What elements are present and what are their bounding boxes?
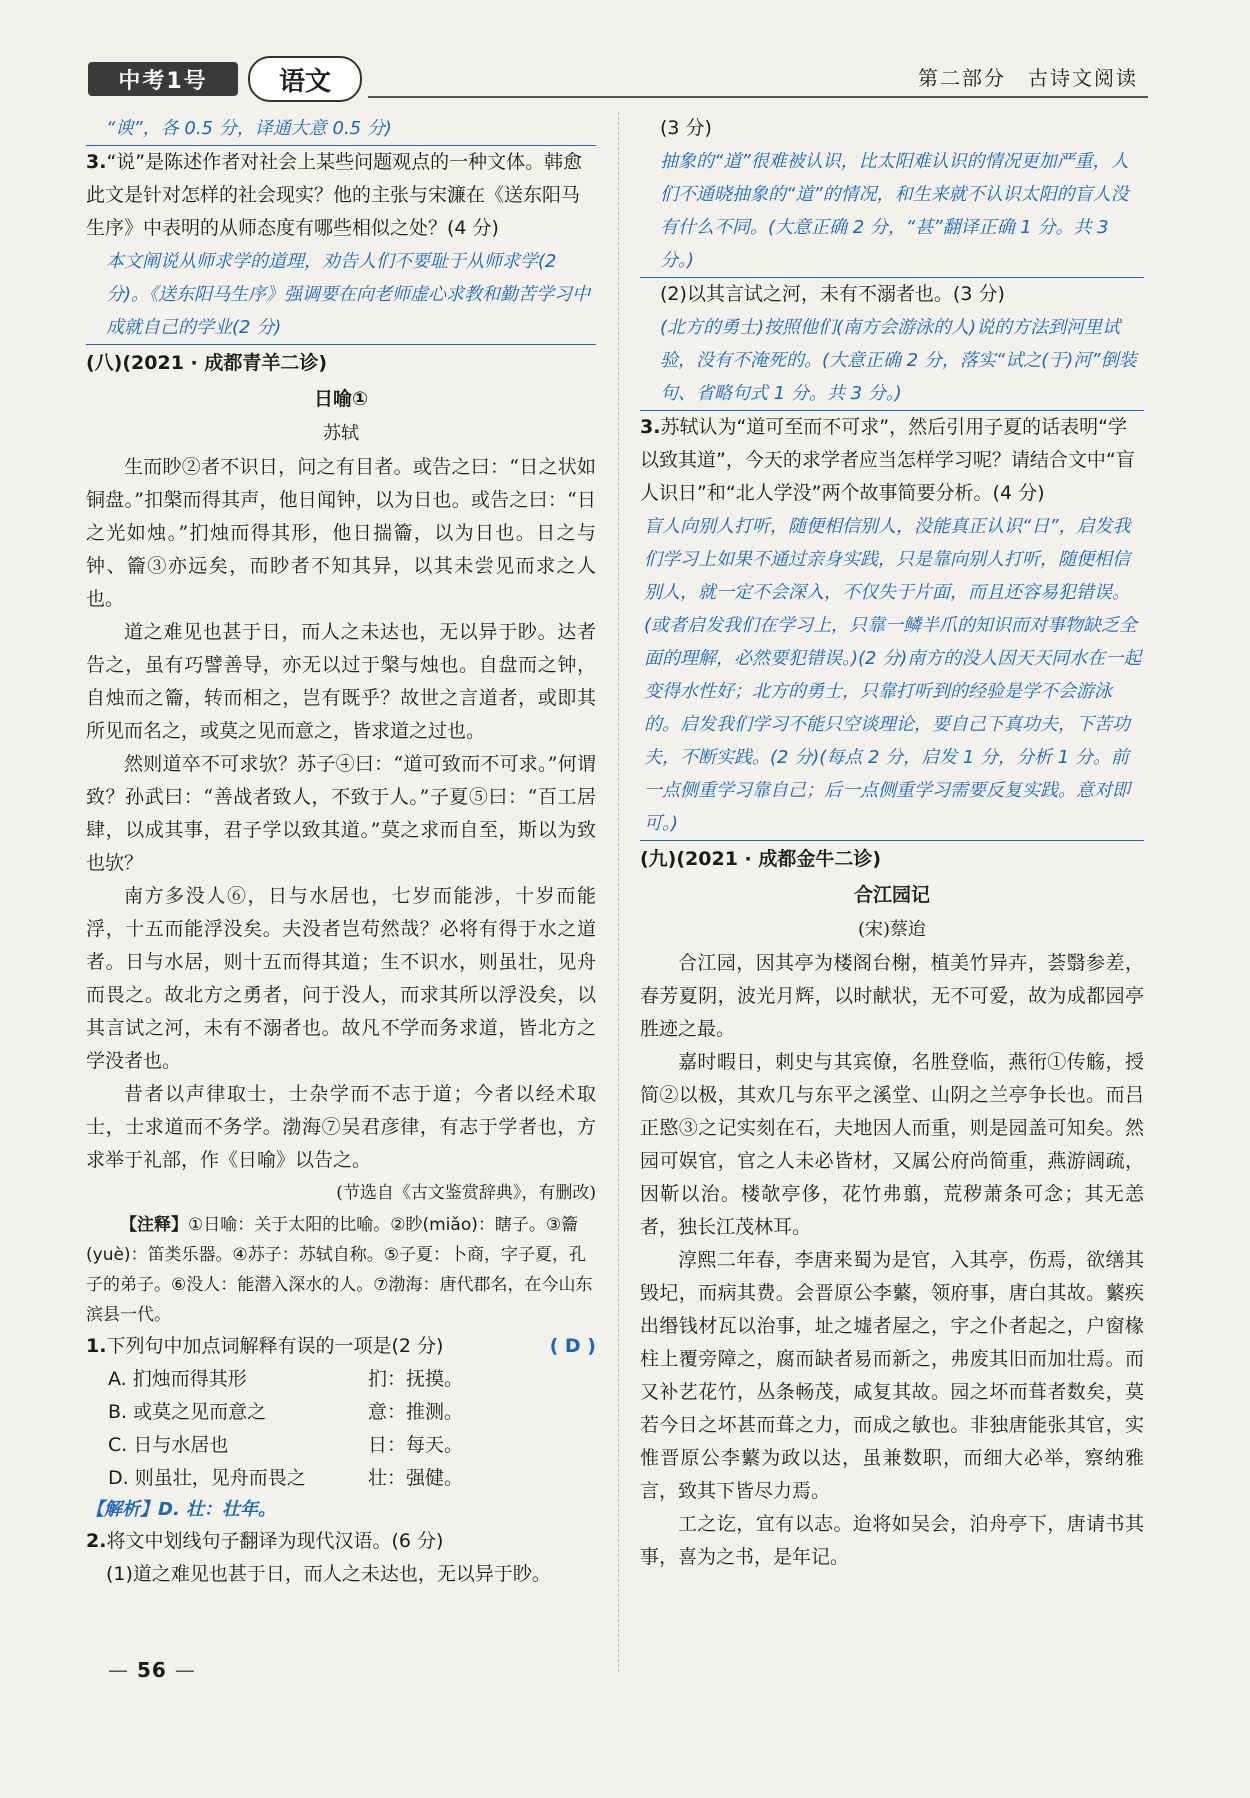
question-number: 3. (86, 151, 107, 173)
question-2-sub-2: (2)以其言试之河，未有不溺者也。(3 分) (660, 283, 1005, 305)
brand-logo: 中考1号 (88, 62, 238, 96)
option-row (86, 1363, 596, 1396)
option-explanation: 壮：强健。 (368, 1467, 464, 1489)
section-9-label: (九)(2021 · 成都金牛二诊) (640, 848, 882, 870)
question-number: 3. (640, 416, 661, 438)
annotation-label: 【注释】 (120, 1215, 188, 1235)
question-text: 将文中划线句子翻译为现代汉语。(6 分) (106, 1530, 444, 1552)
left-answer-3: 本文阐说从师求学的道理，劝告人们不要耻于从师求学(2 分)。《送东阳马生序》强调要在向老师虚心求教和勤苦学习中成就自己的学业(2 分) (86, 245, 596, 345)
option-label: D. 则虽壮，见舟而畏之 (108, 1467, 306, 1489)
question-text: “说”是陈述作者对社会上某些问题观点的一种文体。韩愈此文是针对怎样的社会现实？他的主张与宋濂在《送东阳马生序》中表明的从师态度有哪些相似之处？(4 分) (86, 151, 583, 239)
option-label: C. 日与水居也 (108, 1434, 229, 1456)
section-8-para: 生而眇②者不识日，问之有目者。或告之曰：“日之状如铜盘。”扣槃而得其声，他日闻钟，以为日也。或告之曰：“日之光如烛。”扪烛而得其形，他日揣籥，以为日也。日之与钟、籥③亦远矣，而眇者不知其异，以其未尝见而求之人也。 (86, 456, 596, 610)
section-9-para: 合江园，因其亭为楼阁台榭，植美竹异卉，荟翳参差，春芳夏阴，波光月辉，以时献状，无不可爱，故为成都园亭胜迹之最。 (640, 952, 1144, 1040)
page-header (88, 52, 1148, 102)
top-answer: “谀”，各 0.5 分，译通大意 0.5 分) (86, 112, 596, 146)
answer-choice: ( D ) (549, 1335, 596, 1357)
section-8-para: 然则道卒不可求欤？苏子④曰：“道可致而不可求。”何谓致？孙武曰：“善战者致人，不致于人。”子夏⑤曰：“百工居肆，以成其事，君子学以致其道。”莫之求而自至，斯以为致也欤？ (86, 753, 596, 874)
option-explanation: 意：推测。 (368, 1401, 464, 1423)
question-number: 2. (86, 1530, 107, 1552)
score-label: (3 分) (660, 117, 712, 139)
question-number: 1. (86, 1335, 107, 1357)
option-row (86, 1462, 596, 1495)
section-8-title: 日喻① (313, 388, 369, 410)
left-question-2 (86, 1525, 596, 1558)
right-question-3 (640, 411, 1144, 510)
header-rule (368, 96, 1148, 98)
section-8-para: 南方多没人⑥，日与水居也，七岁而能涉，十岁而能浮，十五而能浮没矣。夫没者岂苟然哉？必将有得于水之道者。日与水居，则十五而得其道；生不识水，则虽壮，见舟而畏之。故北方之勇者，问于没人，而求其所以浮没矣，以其言试之河，未有不溺者也。故凡不学而务求道，皆北方之学没者也。 (86, 885, 596, 1072)
option-row (86, 1429, 596, 1462)
left-question-3 (86, 146, 596, 245)
question-text: 苏轼认为“道可至而不可求”，然后引用子夏的话表明“学以致其道”，今天的求学者应当怎样学习呢？请结合文中“盲人识日”和“北人学没”两个故事简要分析。(4 分) (640, 416, 1135, 504)
section-9-para: 淳熙二年春，李唐来蜀为是官，入其亭，伤焉，欲缮其毁圮，而病其费。会晋原公李蘩，领府事，唐白其故。蘩疾出缗钱材瓦以治事，址之墟者屋之，宇之仆者起之，户窗椽柱上覆旁障之，腐而缺者易而新之，弗废其旧而加壮焉。而又补艺花竹，丛条畅茂，咸复其故。园之坏而葺者数矣，莫若今日之坏甚而葺之力，而成之敏也。非独唐能张其官，实惟晋原公李蘩为政以达，虽兼数职，而细大必举，察纳雅言，致其下皆尽力焉。 (640, 1249, 1144, 1502)
section-8-author: 苏轼 (323, 423, 359, 444)
right-column (640, 112, 1144, 1574)
question-2-sub-1: (1)道之难见也甚于日，而人之未达也，无以异于眇。 (106, 1563, 551, 1585)
section-9-para: 工之讫，宜有以志。迨将如吴会，泊舟亭下，唐请书其事，喜为之书，是年记。 (640, 1513, 1144, 1568)
subject-badge: 语文 (248, 56, 362, 102)
question-text: 下列句中加点词解释有误的一项是(2 分) (106, 1335, 444, 1357)
section-8-label: (八)(2021 · 成都青羊二诊) (86, 352, 328, 374)
option-label: A. 扪烛而得其形 (108, 1368, 247, 1390)
option-row (86, 1396, 596, 1429)
left-question-1 (86, 1330, 596, 1363)
annotation (86, 1210, 596, 1330)
answer-2-1: 抽象的“道”很难被认识，比太阳难认识的情况更加严重，人们不通晓抽象的“道”的情况，和生来就不认识太阳的盲人没有什么不同。(大意正确 2 分，“甚”翻译正确 1 分。共 3 分。) (640, 145, 1144, 278)
section-8-para: 昔者以声律取士，士杂学而不志于道；今者以经术取士，士求道而不务学。渤海⑦吴君彦律，有志于学者也，方求举于礼部，作《日喻》以告之。 (86, 1083, 596, 1171)
option-explanation: 扪：抚摸。 (368, 1368, 464, 1390)
section-8-source: (节选自《古文鉴赏辞典》，有删改) (336, 1183, 596, 1203)
section-9-title: 合江园记 (853, 884, 930, 906)
answer-2-2: (北方的勇士)按照他们(南方会游泳的人)说的方法到河里试验，没有不淹死的。(大意正确 2 分，落实“试之(于)河”倒装句、省略句式 1 分。共 3 分。) (640, 311, 1144, 411)
analysis: 【解析】D. 壮：壮年。 (86, 1499, 277, 1520)
option-label: B. 或莫之见而意之 (108, 1401, 267, 1423)
left-column (86, 112, 596, 1591)
right-answer-3: 盲人向别人打听，随便相信别人，没能真正认识“日”，启发我们学习上如果不通过亲身实践，只是靠向别人打听，随便相信别人，就一定不会深入，不仅失于片面，而且还容易犯错误。(或者启发我们在学习上，只靠一鳞半爪的知识而对事物缺乏全面的理解，必然要犯错误。)(2 分)南方的没人因天天同水在一起变得水性好；北方的勇士，只靠打听到的经验是学不会游泳的。启发我们学习不能只空谈理论，要自己下真功夫，下苦功夫，不断实践。(2 分)(每点 2 分，启发 1 分，分析 1 分。前一点侧重学习靠自己；后一点侧重学习需要反复实践。意对即可。) (640, 510, 1144, 841)
section-9-author: (宋)蔡迨 (857, 919, 927, 940)
section-8-para: 道之难见也甚于日，而人之未达也，无以异于眇。达者告之，虽有巧譬善导，亦无以过于槃与烛也。自盘而之钟，自烛而之籥，转而相之，岂有既乎？故世之言道者，或即其所见而名之，或莫之见而意之，皆求道之过也。 (86, 621, 596, 742)
annotation-text: ①日喻：关于太阳的比喻。②眇(miǎo)：瞎子。③籥(yuè)：笛类乐器。④苏子：苏轼自称。⑤子夏：卜商，字子夏，孔子的弟子。⑥没人：能潜入深水的人。⑦渤海：唐代郡名，在今山东滨县一代。 (86, 1215, 593, 1325)
page-number: — 56 — (100, 1658, 204, 1682)
option-explanation: 日：每天。 (368, 1434, 464, 1456)
section-9-para: 嘉时暇日，刺史与其宾僚，名胜登临，燕衎①传觞，授简②以极，其欢几与东平之溪堂、山阴之兰亭争长也。而吕正愍③之记实刻在石，夫地因人而重，则是园盖可知矣。然园可娱官，官之人未必皆材，又属公府尚简重，燕游阔疏，因靳以治。楼欹亭侈，花竹弗翦，荒秽萧条可念；其无恙者，独长江茂林耳。 (640, 1051, 1144, 1238)
section-title: 第二部分 古诗文阅读 (918, 66, 1138, 90)
column-divider (618, 112, 619, 1672)
